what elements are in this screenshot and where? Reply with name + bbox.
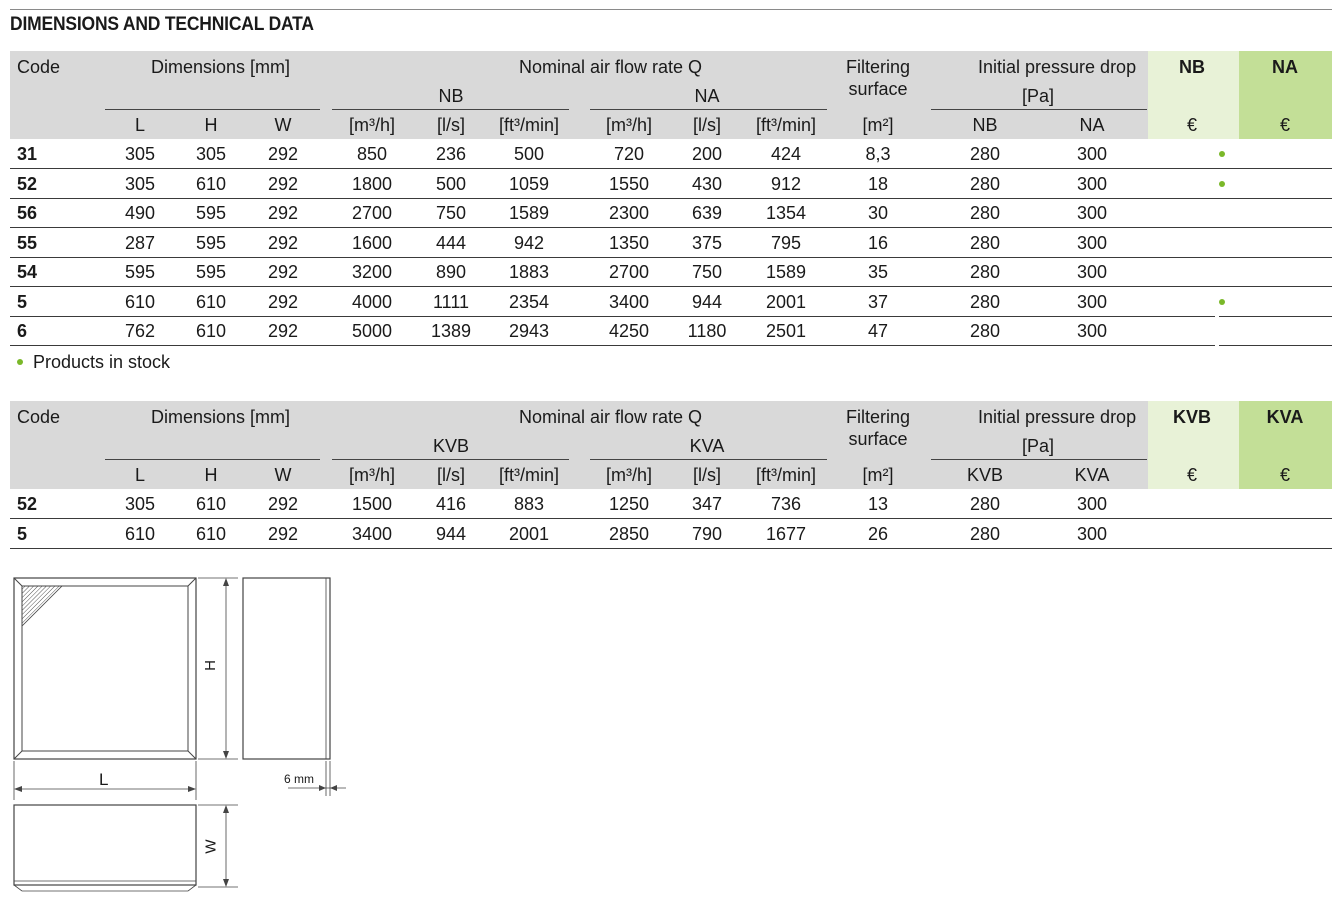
- cell-m3h2: 1550: [608, 173, 650, 194]
- cell-m3h2: 1350: [608, 232, 650, 253]
- header-group1: NB: [438, 86, 464, 106]
- cell-H: 610: [195, 523, 227, 544]
- header-pressure-drop: Initial pressure drop: [978, 57, 1137, 77]
- cell-ft1: 2943: [508, 321, 550, 341]
- cell-ls1: 444: [435, 232, 467, 253]
- cell-p2: 300: [1076, 321, 1108, 341]
- cell-p2: 300: [1076, 173, 1108, 194]
- cell-m3h1: 4000: [351, 291, 393, 312]
- cell-p2: 300: [1076, 203, 1108, 223]
- cell-W: 292: [267, 494, 299, 514]
- cell-L: 610: [124, 291, 156, 312]
- cell-surf: 47: [867, 321, 889, 341]
- unit-label: [l/s]: [436, 115, 465, 135]
- dimensions-underline: [105, 459, 320, 460]
- cell-ft1: 1589: [508, 203, 550, 223]
- cell-p2: 300: [1076, 291, 1108, 312]
- top-view: [14, 805, 196, 891]
- cell-L: 762: [124, 321, 156, 341]
- unit-label: [ft³/min]: [755, 465, 816, 485]
- cell-ft1: 1883: [508, 262, 550, 282]
- group1-underline: [332, 459, 569, 460]
- cell-surf: 26: [867, 523, 889, 544]
- cell-L: 490: [124, 203, 156, 223]
- cell-ls1: 236: [435, 144, 467, 164]
- cell-ls2: 347: [691, 494, 723, 514]
- cell-code: 5: [17, 291, 28, 312]
- label-gap: 6 mm: [284, 772, 314, 786]
- cell-m3h1: 3400: [351, 523, 393, 544]
- table-row: [10, 139, 1332, 168]
- group2-underline: [590, 109, 827, 110]
- cell-m3h1: 2700: [351, 203, 393, 223]
- unit-label: [m²]: [862, 465, 894, 485]
- header-dimensions: Dimensions [mm]: [151, 407, 291, 427]
- header-nominal-flow: Nominal air flow rate Q: [519, 407, 703, 427]
- side-view: [243, 578, 346, 796]
- cell-m3h2: 2850: [608, 523, 650, 544]
- cell-surf: 35: [867, 262, 889, 282]
- cell-L: 305: [124, 144, 156, 164]
- cell-ls2: 375: [691, 232, 723, 253]
- stock-dot-icon: [17, 359, 23, 365]
- pressure-underline: [931, 459, 1147, 460]
- cell-p2: 300: [1076, 232, 1108, 253]
- cell-ft1: 1059: [508, 173, 550, 194]
- cell-L: 305: [124, 173, 156, 194]
- cell-ft2: 736: [770, 494, 802, 514]
- row-divider: [10, 345, 1215, 346]
- unit-pressure-2: NA: [1079, 115, 1105, 135]
- header-group1: KVB: [432, 436, 470, 456]
- front-view: [14, 578, 196, 759]
- cell-W: 292: [267, 144, 299, 164]
- euro-col2: €: [1279, 465, 1290, 485]
- unit-label: [m³/h]: [348, 465, 395, 485]
- cell-ft1: 2001: [508, 523, 550, 544]
- top-rule: [10, 9, 1332, 10]
- table-row: [10, 169, 1332, 198]
- header-col2: KVA: [1266, 407, 1304, 427]
- header-pressure-drop: Initial pressure drop: [978, 407, 1137, 427]
- cell-ls2: 430: [691, 173, 723, 194]
- unit-label: [ft³/min]: [498, 115, 559, 135]
- in-stock-dot-icon: [1219, 299, 1225, 305]
- table-row: [10, 316, 1332, 345]
- cell-m3h1: 5000: [351, 321, 393, 341]
- in-stock-dot-icon: [1219, 181, 1225, 187]
- cell-L: 287: [124, 232, 156, 253]
- cell-surf: 16: [867, 232, 889, 253]
- cell-m3h1: 1500: [351, 494, 393, 514]
- pressure-underline: [931, 109, 1147, 110]
- table-row: [10, 228, 1332, 257]
- cell-H: 595: [195, 262, 227, 282]
- cell-ft2: 795: [770, 232, 802, 253]
- header-surface: surface: [848, 79, 908, 99]
- header-group2: NA: [694, 86, 720, 106]
- euro-col1: €: [1186, 465, 1197, 485]
- cell-p2: 300: [1076, 144, 1108, 164]
- header-pa: [Pa]: [1021, 436, 1055, 456]
- cell-surf: 18: [867, 173, 889, 194]
- cell-ls2: 639: [691, 203, 723, 223]
- cell-H: 610: [195, 321, 227, 341]
- unit-pressure-1: NB: [972, 115, 998, 135]
- cell-code: 31: [17, 144, 38, 164]
- stock-legend: [17, 352, 170, 373]
- legend-label: Products in stock: [33, 352, 171, 372]
- cell-code: 54: [17, 262, 38, 282]
- cell-H: 610: [195, 291, 227, 312]
- cell-m3h1: 1800: [351, 173, 393, 194]
- header-col2: NA: [1272, 57, 1298, 77]
- unit-label: [m³/h]: [605, 465, 652, 485]
- unit-label: W: [274, 115, 292, 135]
- cell-p1: 280: [969, 291, 1001, 312]
- header-surface: surface: [848, 429, 908, 449]
- cell-p1: 280: [969, 144, 1001, 164]
- dimensions-underline: [105, 109, 320, 110]
- cell-m3h2: 720: [613, 144, 645, 164]
- cell-ft2: 1354: [765, 203, 807, 223]
- cell-W: 292: [267, 232, 299, 253]
- cell-surf: 8,3: [865, 144, 891, 164]
- table-row: [10, 198, 1332, 227]
- cell-ls2: 200: [691, 144, 723, 164]
- cell-m3h1: 1600: [351, 232, 393, 253]
- technical-data-table: [10, 401, 1332, 552]
- row-divider: [1219, 345, 1332, 346]
- cell-ft2: 912: [770, 173, 802, 194]
- table-row: [10, 287, 1332, 316]
- cell-ls2: 750: [691, 262, 723, 282]
- unit-label: [l/s]: [692, 115, 721, 135]
- label-w: W: [202, 839, 220, 854]
- header-code: Code: [17, 407, 61, 427]
- unit-label: [l/s]: [692, 465, 721, 485]
- group2-underline: [590, 459, 827, 460]
- cell-L: 610: [124, 523, 156, 544]
- table-row: [10, 257, 1332, 286]
- cell-ft2: 2001: [765, 291, 807, 312]
- cell-ls1: 500: [435, 173, 467, 194]
- cell-m3h2: 2700: [608, 262, 650, 282]
- cell-W: 292: [267, 262, 299, 282]
- header-nominal-flow: Nominal air flow rate Q: [519, 57, 703, 77]
- cell-ft2: 2501: [765, 321, 807, 341]
- header-filtering: Filtering: [845, 57, 911, 77]
- cell-L: 305: [124, 494, 156, 514]
- cell-ft1: 883: [513, 494, 545, 514]
- unit-label: [m³/h]: [348, 115, 395, 135]
- cell-p1: 280: [969, 232, 1001, 253]
- cell-H: 595: [195, 232, 227, 253]
- header-col1: NB: [1179, 57, 1205, 77]
- cell-H: 595: [195, 203, 227, 223]
- cell-code: 5: [17, 523, 28, 544]
- cell-surf: 30: [867, 203, 889, 223]
- filter-drawing: [0, 560, 360, 900]
- cell-code: 56: [17, 203, 38, 223]
- section-title: DIMENSIONS AND TECHNICAL DATA: [10, 14, 314, 35]
- table-row: [10, 519, 1332, 548]
- unit-label: H: [204, 465, 218, 485]
- cell-L: 595: [124, 262, 156, 282]
- in-stock-dot-icon: [1219, 151, 1225, 157]
- table-row: [10, 489, 1332, 518]
- cell-ls1: 890: [435, 262, 467, 282]
- unit-label: [ft³/min]: [498, 465, 559, 485]
- cell-ls1: 416: [435, 494, 467, 514]
- cell-ls2: 790: [691, 523, 723, 544]
- unit-label: [m²]: [862, 115, 894, 135]
- cell-ls2: 1180: [687, 321, 727, 341]
- header-dimensions: Dimensions [mm]: [151, 57, 291, 77]
- cell-p1: 280: [969, 523, 1001, 544]
- cell-W: 292: [267, 291, 299, 312]
- cell-p1: 280: [969, 173, 1001, 194]
- cell-ft2: 1677: [765, 523, 807, 544]
- cell-ft1: 500: [513, 144, 545, 164]
- cell-code: 6: [17, 321, 28, 341]
- cell-code: 55: [17, 232, 38, 253]
- header-pa: [Pa]: [1021, 86, 1055, 106]
- unit-label: L: [134, 115, 145, 135]
- cell-ls1: 1389: [430, 321, 472, 341]
- cell-p2: 300: [1076, 262, 1108, 282]
- cell-ft2: 1589: [765, 262, 807, 282]
- cell-p1: 280: [969, 494, 1001, 514]
- cell-m3h1: 3200: [351, 262, 393, 282]
- cell-W: 292: [267, 523, 299, 544]
- cell-code: 52: [17, 173, 38, 194]
- header-col1: KVB: [1172, 407, 1211, 427]
- cell-m3h1: 850: [356, 144, 388, 164]
- euro-col1: €: [1186, 115, 1197, 135]
- cell-ft1: 942: [513, 232, 545, 253]
- unit-label: [ft³/min]: [755, 115, 816, 135]
- label-h: H: [201, 660, 219, 671]
- cell-ft1: 2354: [508, 291, 550, 312]
- dimension-drawing-svg: [0, 560, 360, 900]
- cell-m3h2: 1250: [608, 494, 650, 514]
- cell-surf: 37: [867, 291, 889, 312]
- cell-code: 52: [17, 494, 38, 514]
- cell-m3h2: 2300: [608, 203, 650, 223]
- cell-m3h2: 4250: [608, 321, 650, 341]
- cell-W: 292: [267, 321, 299, 341]
- euro-col2: €: [1279, 115, 1290, 135]
- cell-surf: 13: [867, 494, 889, 514]
- cell-H: 610: [195, 173, 227, 194]
- cell-p1: 280: [969, 203, 1001, 223]
- technical-data-table: [10, 51, 1332, 350]
- unit-label: H: [204, 115, 218, 135]
- cell-ft2: 424: [770, 144, 802, 164]
- cell-p1: 280: [969, 321, 1001, 341]
- cell-p2: 300: [1076, 523, 1108, 544]
- row-divider: [10, 548, 1332, 549]
- unit-label: W: [274, 465, 292, 485]
- label-l: L: [99, 770, 109, 789]
- cell-W: 292: [267, 173, 299, 194]
- unit-pressure-2: KVA: [1074, 465, 1110, 485]
- cell-ls1: 1111: [432, 291, 470, 312]
- cell-W: 292: [267, 203, 299, 223]
- cell-m3h2: 3400: [608, 291, 650, 312]
- cell-p1: 280: [969, 262, 1001, 282]
- cell-p2: 300: [1076, 494, 1108, 514]
- unit-pressure-1: KVB: [966, 465, 1004, 485]
- unit-label: [l/s]: [436, 465, 465, 485]
- group1-underline: [332, 109, 569, 110]
- cell-ls2: 944: [691, 291, 723, 312]
- cell-ls1: 750: [435, 203, 467, 223]
- cell-H: 305: [195, 144, 227, 164]
- unit-label: L: [134, 465, 145, 485]
- header-group2: KVA: [689, 436, 725, 456]
- cell-ls1: 944: [435, 523, 467, 544]
- unit-label: [m³/h]: [605, 115, 652, 135]
- header-code: Code: [17, 57, 61, 77]
- header-filtering: Filtering: [845, 407, 911, 427]
- cell-H: 610: [195, 494, 227, 514]
